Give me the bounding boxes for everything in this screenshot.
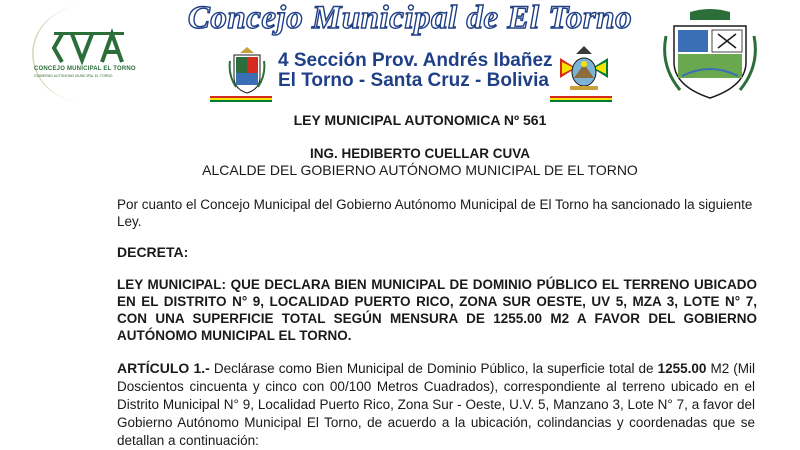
decree-heading: DECRETA: (117, 244, 189, 260)
mayor-title: ALCALDE DEL GOBIERNO AUTÓNOMO MUNICIPAL DE EL TORNO (202, 162, 638, 178)
article-1 (117, 359, 755, 450)
bolivia-coat-of-arms-icon (556, 44, 612, 101)
section-line: 4 Sección Prov. Andrés Ibañez (278, 50, 553, 71)
article-1-text-b: M2 (Mil Doscientos cincuenta y cinco con 00/100 Metros Cuadrados), correspondiente al terreno ubicado en el Distrito Municipal N° 9, Localidad Puerto Rico, Zona Sur - Oeste, U.V. 5, Manzano 3, Lote N° 7, a favor del Gobierno Autónomo Municipal El Torno, de acuerdo a la ubicación, colindancias y coordenadas que se detallan a continuación: (117, 361, 755, 448)
place-line: El Torno - Santa Cruz - Bolivia (278, 70, 549, 91)
council-logo-text: CONCEJO MUNICIPAL EL TORNO (34, 66, 136, 72)
law-title: LEY MUNICIPAL AUTONOMICA Nº 561 (293, 112, 547, 128)
council-logo (14, 2, 154, 102)
municipal-emblem-icon (660, 6, 760, 109)
department-crest-icon (228, 45, 266, 100)
flag-stripe-right (550, 96, 612, 103)
article-1-area: 1255.00 (657, 361, 707, 376)
flag-stripe-left (210, 96, 272, 103)
council-name: Concejo Municipal de El Torno (187, 0, 633, 36)
law-summary: LEY MUNICIPAL: QUE DECLARA BIEN MUNICIPAL DE DOMINIO PÚBLICO EL TERRENO UBICADO EN EL DISTRITO N° 9, LOCALIDAD PUERTO RICO, ZONA SUR OESTE, UV 5, MZA 3, LOTE N° 7, CON UNA SUPERFICIE TOTAL SEGÚN MENSURA DE 1255.00 M2 A FAVOR DEL GOBIERNO AUTÓNOMO MUNICIPAL EL TORNO. (117, 277, 757, 343)
article-1-label: ARTÍCULO 1.- (117, 360, 210, 376)
council-logo-subtext: GOBIERNO AUTÓNOMO MUNICIPAL EL TORNO (34, 74, 113, 78)
council-logo-icon (14, 2, 154, 102)
intro-paragraph: Por cuanto el Concejo Municipal del Gobierno Autónomo Municipal de El Torno ha sancionado la siguiente Ley. (117, 197, 753, 229)
mayor-name: ING. HEDIBERTO CUELLAR CUVA (309, 146, 530, 161)
article-1-text-a: Declárase como Bien Municipal de Dominio Público, la superficie total de (209, 361, 658, 376)
